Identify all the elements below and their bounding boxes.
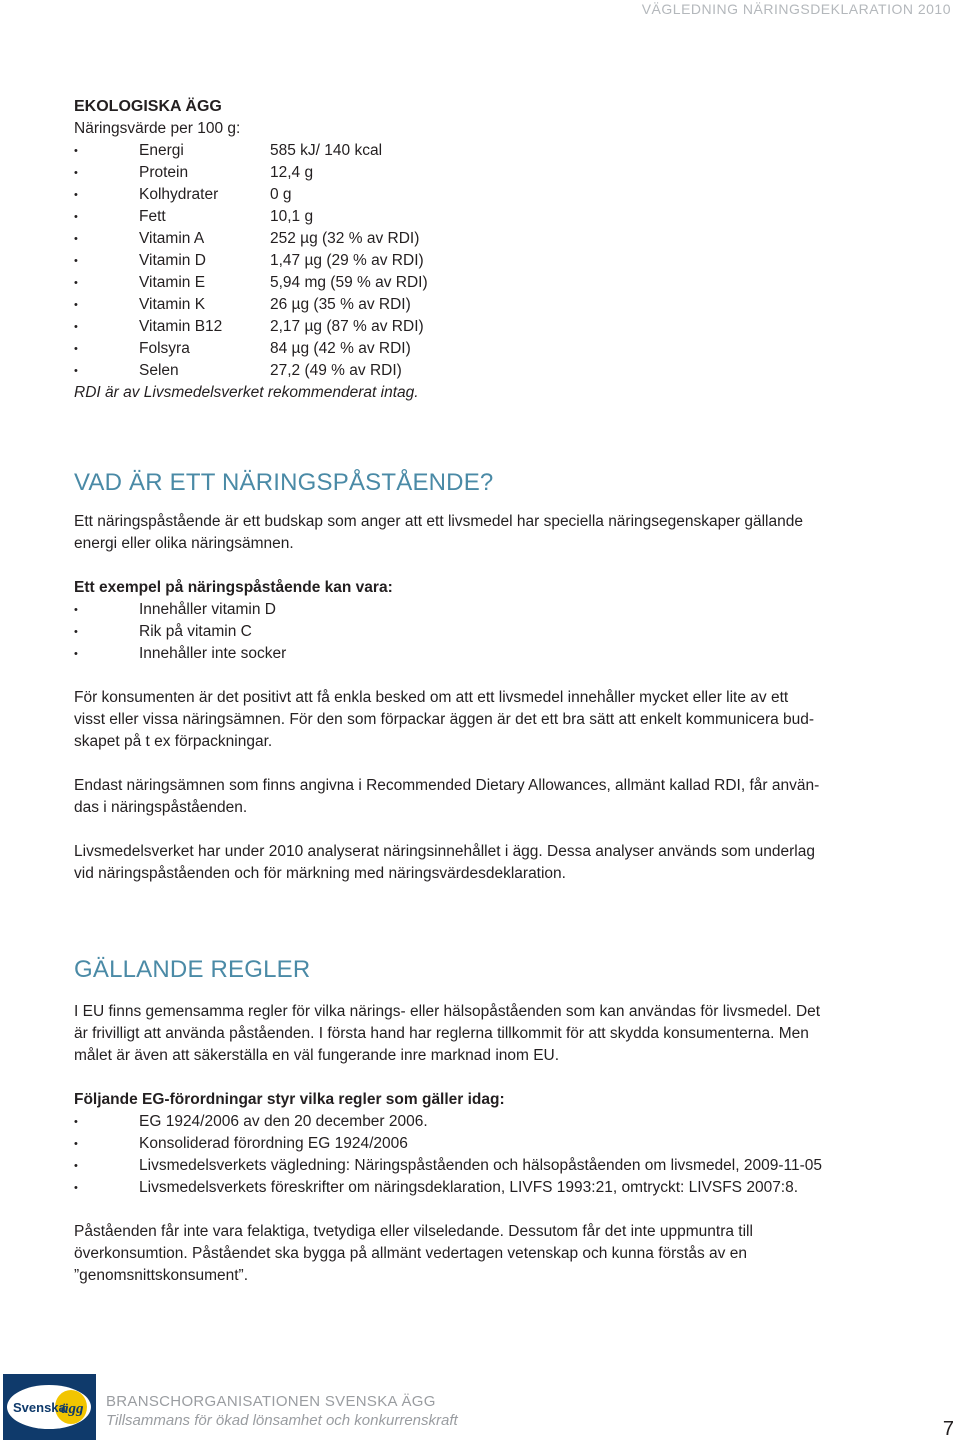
bullet-icon: •: [74, 145, 78, 157]
bullet-icon: •: [74, 1160, 78, 1172]
nutrient-value: 252 µg (32 % av RDI): [270, 230, 420, 247]
bullet-icon: •: [74, 277, 78, 289]
bullet-icon: •: [74, 1116, 78, 1128]
paragraph-line: das i näringspåståenden.: [74, 799, 248, 816]
page-number: 7: [942, 1418, 954, 1440]
svenska-agg-logo: [3, 1374, 96, 1440]
paragraph-line: överkonsumtion. Påståendet ska bygga på allmänt vedertagen vetenskap och kunna förstås av en: [74, 1245, 747, 1262]
nutrient-value: 5,94 mg (59 % av RDI): [270, 274, 428, 291]
paragraph-line: målet är även att säkerställa en väl fungerande inre marknad inom EU.: [74, 1047, 560, 1064]
nutrient-value: 585 kJ/ 140 kcal: [270, 142, 383, 159]
section-heading-claims: VAD ÄR ETT NÄRINGSPÅSTÅENDE?: [74, 469, 494, 496]
bullet-icon: •: [74, 167, 78, 179]
list-item-text: Innehåller inte socker: [139, 645, 287, 662]
list-item: [74, 643, 894, 665]
bullet-icon: •: [74, 626, 78, 638]
nutrient-value: 0 g: [270, 186, 292, 203]
nutrition-row: [74, 294, 894, 316]
paragraph-line: skapet på t ex förpackningar.: [74, 733, 273, 750]
bullet-icon: •: [74, 648, 78, 660]
regulations-heading: Följande EG-förordningar styr vilka regler som gäller idag:: [74, 1091, 505, 1108]
rdi-note: RDI är av Livsmedelsverket rekommenderat intag.: [74, 384, 419, 401]
list-item-text: EG 1924/2006 av den 20 december 2006.: [139, 1113, 428, 1130]
example-list: [74, 599, 894, 665]
nutrient-value: 84 µg (42 % av RDI): [270, 340, 411, 357]
footer-organization: BRANSCHORGANISATIONEN SVENSKA ÄGG: [106, 1393, 436, 1410]
nutrient-name: Vitamin A: [139, 230, 205, 247]
nutrient-name: Kolhydrater: [139, 186, 219, 203]
nutrition-row: [74, 360, 894, 382]
paragraph-line: För konsumenten är det positivt att få enkla besked om att ett livsmedel innehåller mycket eller lite av ett: [74, 689, 789, 706]
paragraph-line: Livsmedelsverket har under 2010 analyserat näringsinnehållet i ägg. Dessa analyser används som underlag: [74, 843, 815, 860]
nutrition-row: [74, 338, 894, 360]
nutrient-name: Vitamin K: [139, 296, 206, 313]
nutrient-name: Folsyra: [139, 340, 190, 357]
list-item: [74, 621, 894, 643]
nutrition-row: [74, 184, 894, 206]
nutrition-row: [74, 206, 894, 228]
nutrient-value: 2,17 µg (87 % av RDI): [270, 318, 424, 335]
nutrition-row: [74, 316, 894, 338]
list-item: [74, 599, 894, 621]
section-heading-rules: GÄLLANDE REGLER: [74, 956, 311, 983]
nutrient-value: 10,1 g: [270, 208, 314, 225]
nutrient-name: Fett: [139, 208, 166, 225]
bullet-icon: •: [74, 211, 78, 223]
bullet-icon: •: [74, 604, 78, 616]
bullet-icon: •: [74, 343, 78, 355]
bullet-icon: •: [74, 1138, 78, 1150]
list-item-text: Livsmedelsverkets föreskrifter om näringsdeklaration, LIVFS 1993:21, omtryckt: LIVSFS 2007:8.: [139, 1179, 799, 1196]
example-heading: Ett exempel på näringspåstående kan vara:: [74, 579, 393, 596]
logo-word-agg: ägg: [61, 1401, 84, 1417]
list-item: [74, 1177, 894, 1199]
paragraph-line: ”genomsnittskonsument”.: [74, 1267, 249, 1284]
regulations-list: [74, 1111, 894, 1199]
list-item: [74, 1133, 894, 1155]
nutrient-value: 27,2 (49 % av RDI): [270, 362, 402, 379]
logo-graphic: [3, 1374, 96, 1440]
paragraph-line: är frivilligt att använda påståenden. I första hand har reglerna tillkommit för att skydda konsumenterna. Men: [74, 1025, 809, 1042]
nutrient-value: 12,4 g: [270, 164, 314, 181]
nutrition-row: [74, 250, 894, 272]
bullet-icon: •: [74, 255, 78, 267]
list-item: [74, 1111, 894, 1133]
list-item-text: Konsoliderad förordning EG 1924/2006: [139, 1135, 408, 1152]
nutrient-value: 26 µg (35 % av RDI): [270, 296, 411, 313]
paragraph-line: Påståenden får inte vara felaktiga, tvetydiga eller vilseledande. Dessutom får det inte uppmuntra till: [74, 1223, 753, 1240]
eco-heading: EKOLOGISKA ÄGG: [74, 98, 222, 115]
list-item-text: Innehåller vitamin D: [139, 601, 276, 618]
nutrition-row: [74, 162, 894, 184]
nutrition-row: [74, 272, 894, 294]
main-content: [74, 96, 894, 1287]
bullet-icon: •: [74, 321, 78, 333]
nutrient-value: 1,47 µg (29 % av RDI): [270, 252, 424, 269]
list-item: [74, 1155, 894, 1177]
claims-intro-line: Ett näringspåstående är ett budskap som anger att ett livsmedel har speciella näringsegenskaper gällande: [74, 513, 803, 530]
bullet-icon: •: [74, 233, 78, 245]
nutrient-name: Selen: [139, 362, 179, 379]
paragraph-line: I EU finns gemensamma regler för vilka närings- eller hälsopåståenden som kan användas för livsmedel. Det: [74, 1003, 821, 1020]
bullet-icon: •: [74, 299, 78, 311]
paragraph-line: vid näringspåståenden och för märkning med näringsvärdesdeklaration.: [74, 865, 566, 882]
bullet-icon: •: [74, 189, 78, 201]
claims-intro-line: energi eller olika näringsämnen.: [74, 535, 294, 552]
nutrient-name: Energi: [139, 142, 184, 159]
footer-tagline: Tillsammans för ökad lönsamhet och konkurrenskraft: [106, 1412, 458, 1429]
nutrition-row: [74, 140, 894, 162]
list-item-text: Livsmedelsverkets vägledning: Näringspåståenden och hälsopåståenden om livsmedel, 2009-11-05: [139, 1157, 822, 1174]
nutrition-row: [74, 228, 894, 250]
paragraph-line: Endast näringsämnen som finns angivna i Recommended Dietary Allowances, allmänt kallad RDI, får använ-: [74, 777, 820, 794]
eco-subheading: Näringsvärde per 100 g:: [74, 120, 241, 137]
bullet-icon: •: [74, 1182, 78, 1194]
logo-word-svenska: Svenska: [13, 1400, 66, 1415]
nutrient-name: Vitamin B12: [139, 318, 223, 335]
nutrient-name: Vitamin E: [139, 274, 206, 291]
paragraph-line: visst eller vissa näringsämnen. För den som förpackar äggen är det ett bra sätt att enkelt kommunicera bud-: [74, 711, 815, 728]
nutrition-list: [74, 140, 894, 382]
list-item-text: Rik på vitamin C: [139, 623, 252, 640]
nutrient-name: Protein: [139, 164, 189, 181]
bullet-icon: •: [74, 365, 78, 377]
nutrient-name: Vitamin D: [139, 252, 206, 269]
running-header: VÄGLEDNING NÄRINGSDEKLARATION 2010: [641, 1, 951, 17]
